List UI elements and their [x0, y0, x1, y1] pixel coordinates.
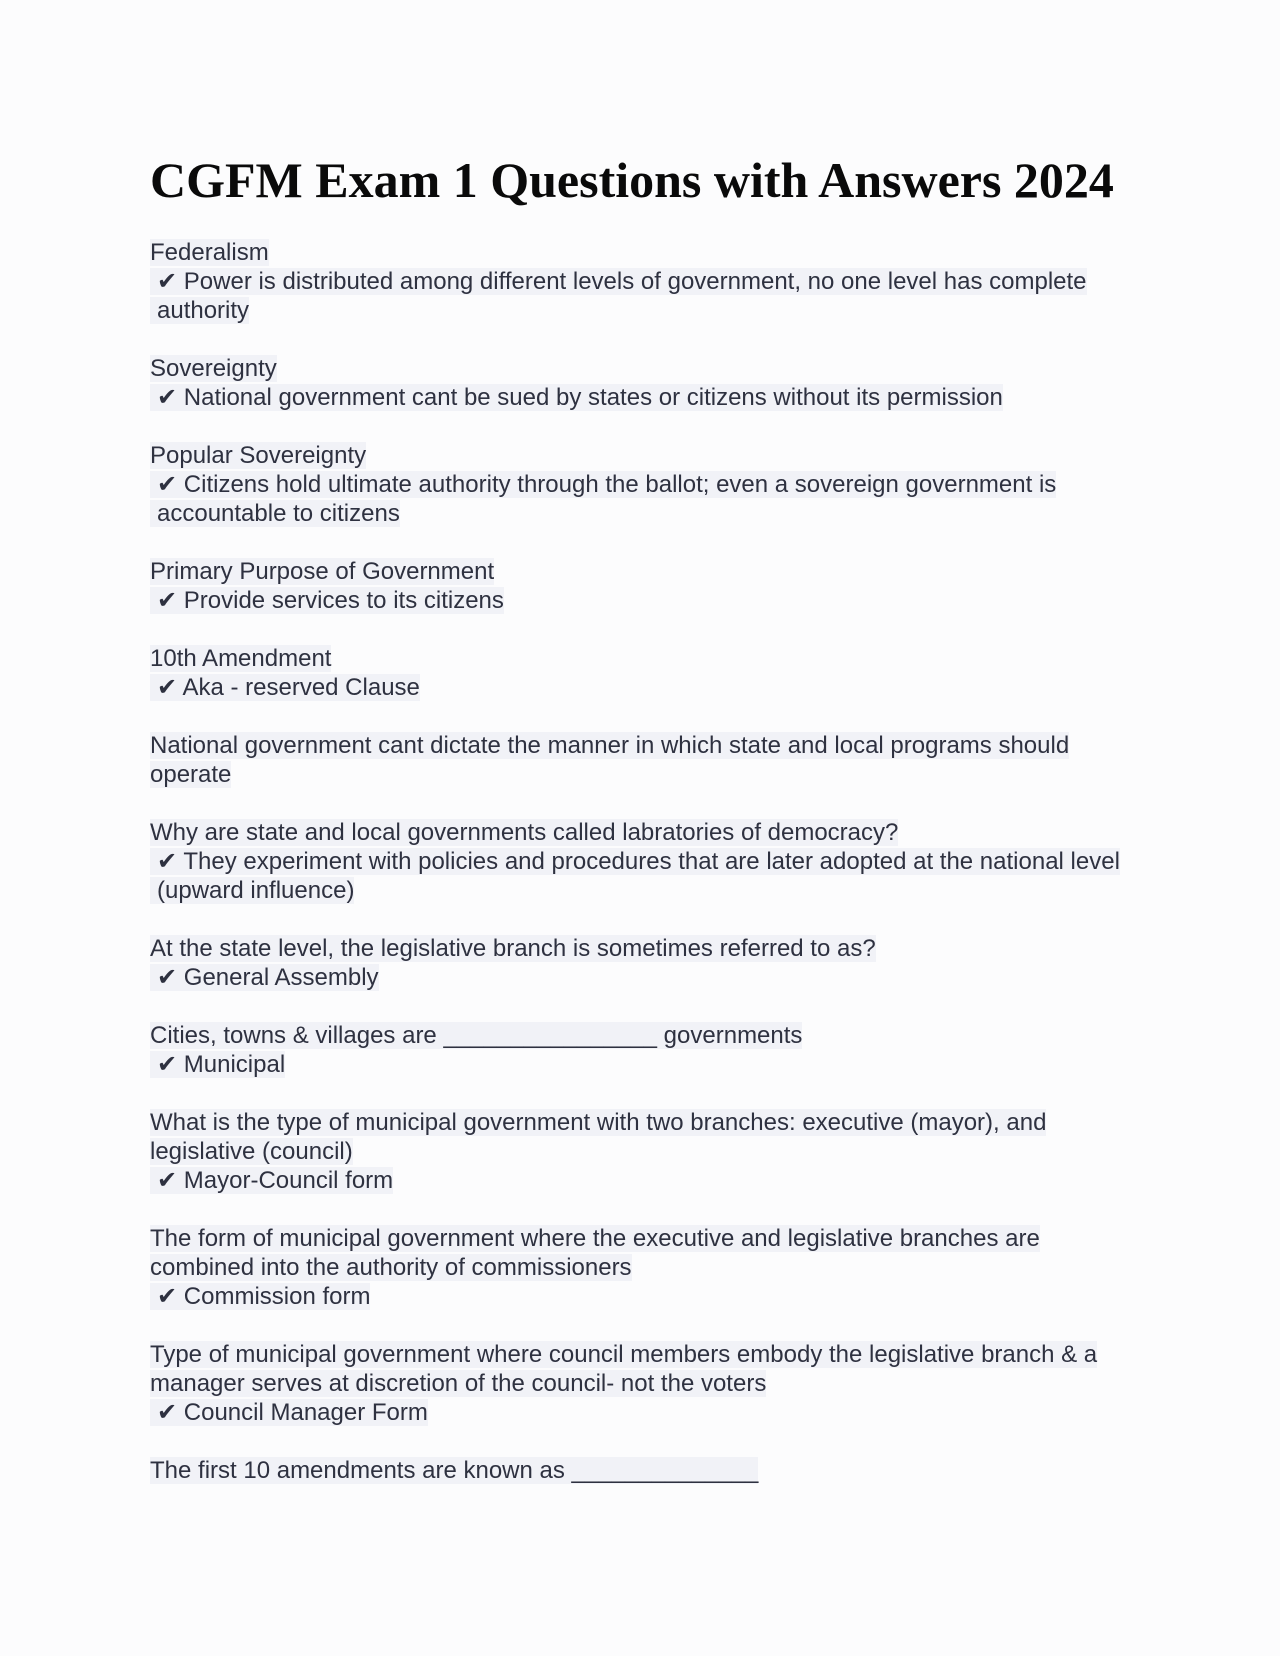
qa-item	[150, 441, 1140, 528]
question-text: Federalism	[150, 239, 269, 266]
question-text: Primary Purpose of Government	[150, 558, 495, 585]
check-mark-icon: ✔	[157, 1283, 178, 1310]
check-mark-icon: ✔	[157, 674, 178, 701]
document-title: CGFM Exam 1 Questions with Answers 2024	[150, 152, 1114, 208]
answer-text: Citizens hold ultimate authority through the ballot; even a sovereign government is accountable to citizens	[157, 471, 1057, 527]
answer-text: National government cant be sued by states or citizens without its permission	[183, 384, 1003, 411]
question-text: Type of municipal government where council members embody the legislative branch & a manager serves at discretion of the council- not the voters	[150, 1341, 1098, 1397]
question-text: Cities, towns & villages are ________________ governments	[150, 1022, 803, 1049]
qa-item	[150, 1224, 1140, 1311]
answer-text: Municipal	[183, 1051, 286, 1078]
question-text: The first 10 amendments are known as ______________	[150, 1457, 759, 1484]
qa-item	[150, 644, 1140, 702]
question-text: Why are state and local governments called labratories of democracy?	[150, 819, 899, 846]
question-text: What is the type of municipal government with two branches: executive (mayor), and legislative (council)	[150, 1109, 1047, 1165]
question-text: At the state level, the legislative branch is sometimes referred to as?	[150, 935, 876, 962]
qa-item	[150, 238, 1140, 325]
answer-text: Aka - reserved Clause	[182, 674, 420, 701]
check-mark-icon: ✔	[157, 964, 178, 991]
check-mark-icon: ✔	[157, 1399, 178, 1426]
check-mark-icon: ✔	[157, 587, 178, 614]
check-mark-icon: ✔	[157, 1051, 178, 1078]
qa-item	[150, 1021, 1140, 1079]
qa-item	[150, 818, 1140, 905]
question-text: National government cant dictate the manner in which state and local programs should operate	[150, 732, 1070, 788]
answer-text: Provide services to its citizens	[183, 587, 504, 614]
check-mark-icon: ✔	[157, 848, 178, 875]
qa-item	[150, 1108, 1140, 1195]
check-mark-icon: ✔	[157, 1167, 178, 1194]
question-text: Popular Sovereignty	[150, 442, 367, 469]
answer-text: Commission form	[183, 1283, 371, 1310]
check-mark-icon: ✔	[157, 471, 178, 498]
qa-item	[150, 1456, 1140, 1485]
qa-item	[150, 1340, 1140, 1427]
answer-text: Council Manager Form	[183, 1399, 428, 1426]
answer-text: General Assembly	[183, 964, 379, 991]
answer-text: Mayor-Council form	[183, 1167, 394, 1194]
document-page	[150, 150, 1140, 1514]
qa-list	[150, 238, 1140, 1485]
qa-item	[150, 557, 1140, 615]
answer-text: Power is distributed among different levels of government, no one level has complete authority	[157, 268, 1087, 324]
check-mark-icon: ✔	[157, 268, 178, 295]
qa-item	[150, 731, 1140, 789]
answer-text: They experiment with policies and procedures that are later adopted at the national level (upward influence)	[157, 848, 1120, 904]
qa-item	[150, 354, 1140, 412]
question-text: 10th Amendment	[150, 645, 332, 672]
question-text: Sovereignty	[150, 355, 277, 382]
qa-item	[150, 934, 1140, 992]
check-mark-icon: ✔	[157, 384, 178, 411]
question-text: The form of municipal government where the executive and legislative branches are combined into the authority of commissioners	[150, 1225, 1040, 1281]
